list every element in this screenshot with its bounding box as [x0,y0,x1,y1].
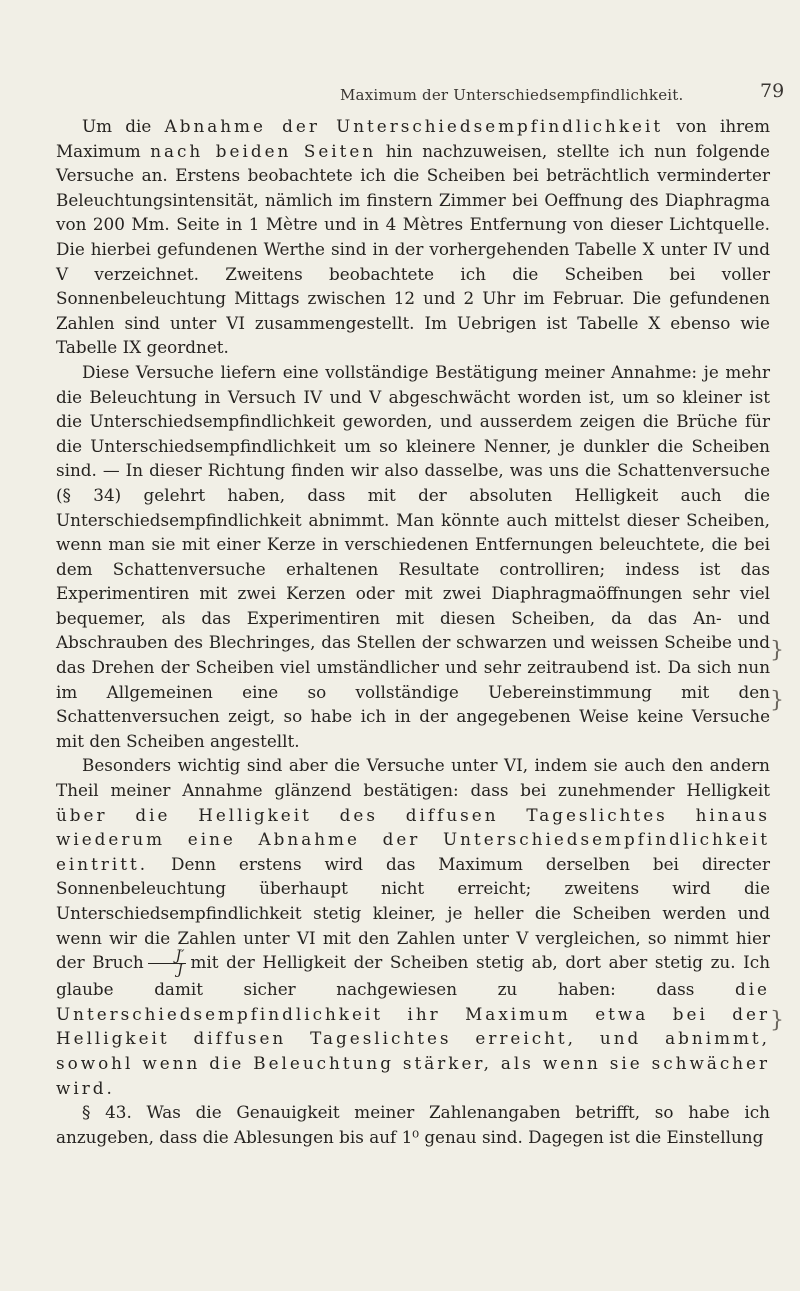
body-text [56,114,770,1149]
spaced-emphasis: Abnahme der Unterschiedsempfindlichkeit [164,116,664,136]
paragraph-2: Diese Versuche liefern eine vollständige Bestätigung meiner Annahme: je mehr die Beleuchtung in Versuch IV und V abgeschwächt worden ist, um so kleiner ist die Unterschiedsempfindlichkeit geworden, und ausserdem zeigen die Brüche für die Unterschiedsempfindlichkeit um so kleinere Nenner, je dunkler die Scheiben sind. — In dieser Richtung finden wir also dasselbe, was uns die Schattenversuche (§ 34) gelehrt haben, dass mit der absoluten Helligkeit auch die Unterschiedsempfindlichkeit abnimmt. Man könnte auch mittelst dieser Scheiben, wenn man sie mit einer Kerze in verschiedenen Entfernungen beleuchtete, die bei dem Schattenversuche erhaltenen Resultate controlliren; indess ist das Experimentiren mit zwei Kerzen oder mit zwei Diaphragmaöffnungen sehr viel bequemer, als das Experimentiren mit diesen Scheiben, da das An- und Abschrauben des Blechringes, das Stellen der schwarzen und weissen Scheibe und das Drehen der Scheiben viel umständlicher und sehr zeitraubend ist. Da sich nun im Allgemeinen eine so vollständige Uebereinstimmung mit den Schattenversuchen zeigt, so habe ich in der angegebenen Weise keine Versuche mit den Scheiben angestellt. [56,361,770,751]
text-run: Denn erstens wird das Maximum derselben bei directer Sonnenbeleuchtung überhaupt nicht erreicht; zweitens wird die Unterschiedsempfindlichkeit stetig kleiner, je heller die Scheiben werden und wenn wir die Zahlen unter VI mit den Zahlen unter V vergleichen, so nimmt hier der Bruch [56,853,770,973]
running-head: Maximum der Unterschiedsempfindlichkeit. [340,86,684,104]
spaced-emphasis: über die Helligkeit des diffusen Tageslichtes hinaus wiederum eine Abnahme der Unterschiedsempfindlichkeit eintritt. [56,804,770,874]
margin-bracket-mark: } [770,638,784,663]
text-run: Besonders wichtig sind aber die Versuche unter VI, indem sie auch den andern Theil meiner Annahme glänzend bestätigen: dass bei zunehmender Helligkeit [56,755,770,801]
margin-bracket-mark: } [770,688,784,713]
text-run: Um die [82,116,165,136]
spaced-emphasis: nach beiden Seiten [150,140,377,161]
paragraph-1 [56,114,770,360]
text-run: hin nachzuweisen, stellte ich nun folgende Versuche an. Erstens beobachtete ich die Scheiben bei beträchtlich verminderter Beleuchtungsintensität, nämlich im finstern Zimmer bei Oeffnung des Diaphragma von 200 Mm. Seite in 1 Mètre und in 4 Mètres Entfernung von dieser Lichtquelle. Die hierbei gefundenen Werthe sind in der vorhergehenden Tabelle X unter IV und V verzeichnet. Zweitens beobachtete ich die Scheiben bei voller Sonnenbeleuchtung Mittags zwischen 12 und 2 Uhr im Februar. Die gefundenen Zahlen sind unter VI zusammengestellt. Im Uebrigen ist Tabelle X ebenso wie Tabelle IX geordnet. [56,140,770,358]
fraction [148,950,187,977]
text-run: mit der Helligkeit der Scheiben stetig ab, dort aber stetig zu. Ich glaube damit sicher nachgewiesen zu haben: dass [56,952,771,1000]
fraction-denominator: J [177,962,183,979]
margin-bracket-mark: } [770,1008,784,1033]
paragraph-3 [56,753,770,1100]
page-number: 79 [760,80,785,102]
text-run: von ihrem Maximum [56,116,770,161]
paragraph-4: § 43. Was die Genauigkeit meiner Zahlenangaben betrifft, so habe ich anzugeben, dass die Ablesungen bis auf 1⁰ genau sind. Dagegen ist die Einstellung [56,1102,770,1147]
spaced-emphasis: die Unterschiedsempfindlichkeit ihr Maximum etwa bei der Helligkeit diffusen Tageslichtes erreicht, und abnimmt, sowohl wenn die Beleuchtung stärker, als wenn sie schwächer wird. [56,979,770,1098]
fraction-numerator: J′ [148,950,187,964]
